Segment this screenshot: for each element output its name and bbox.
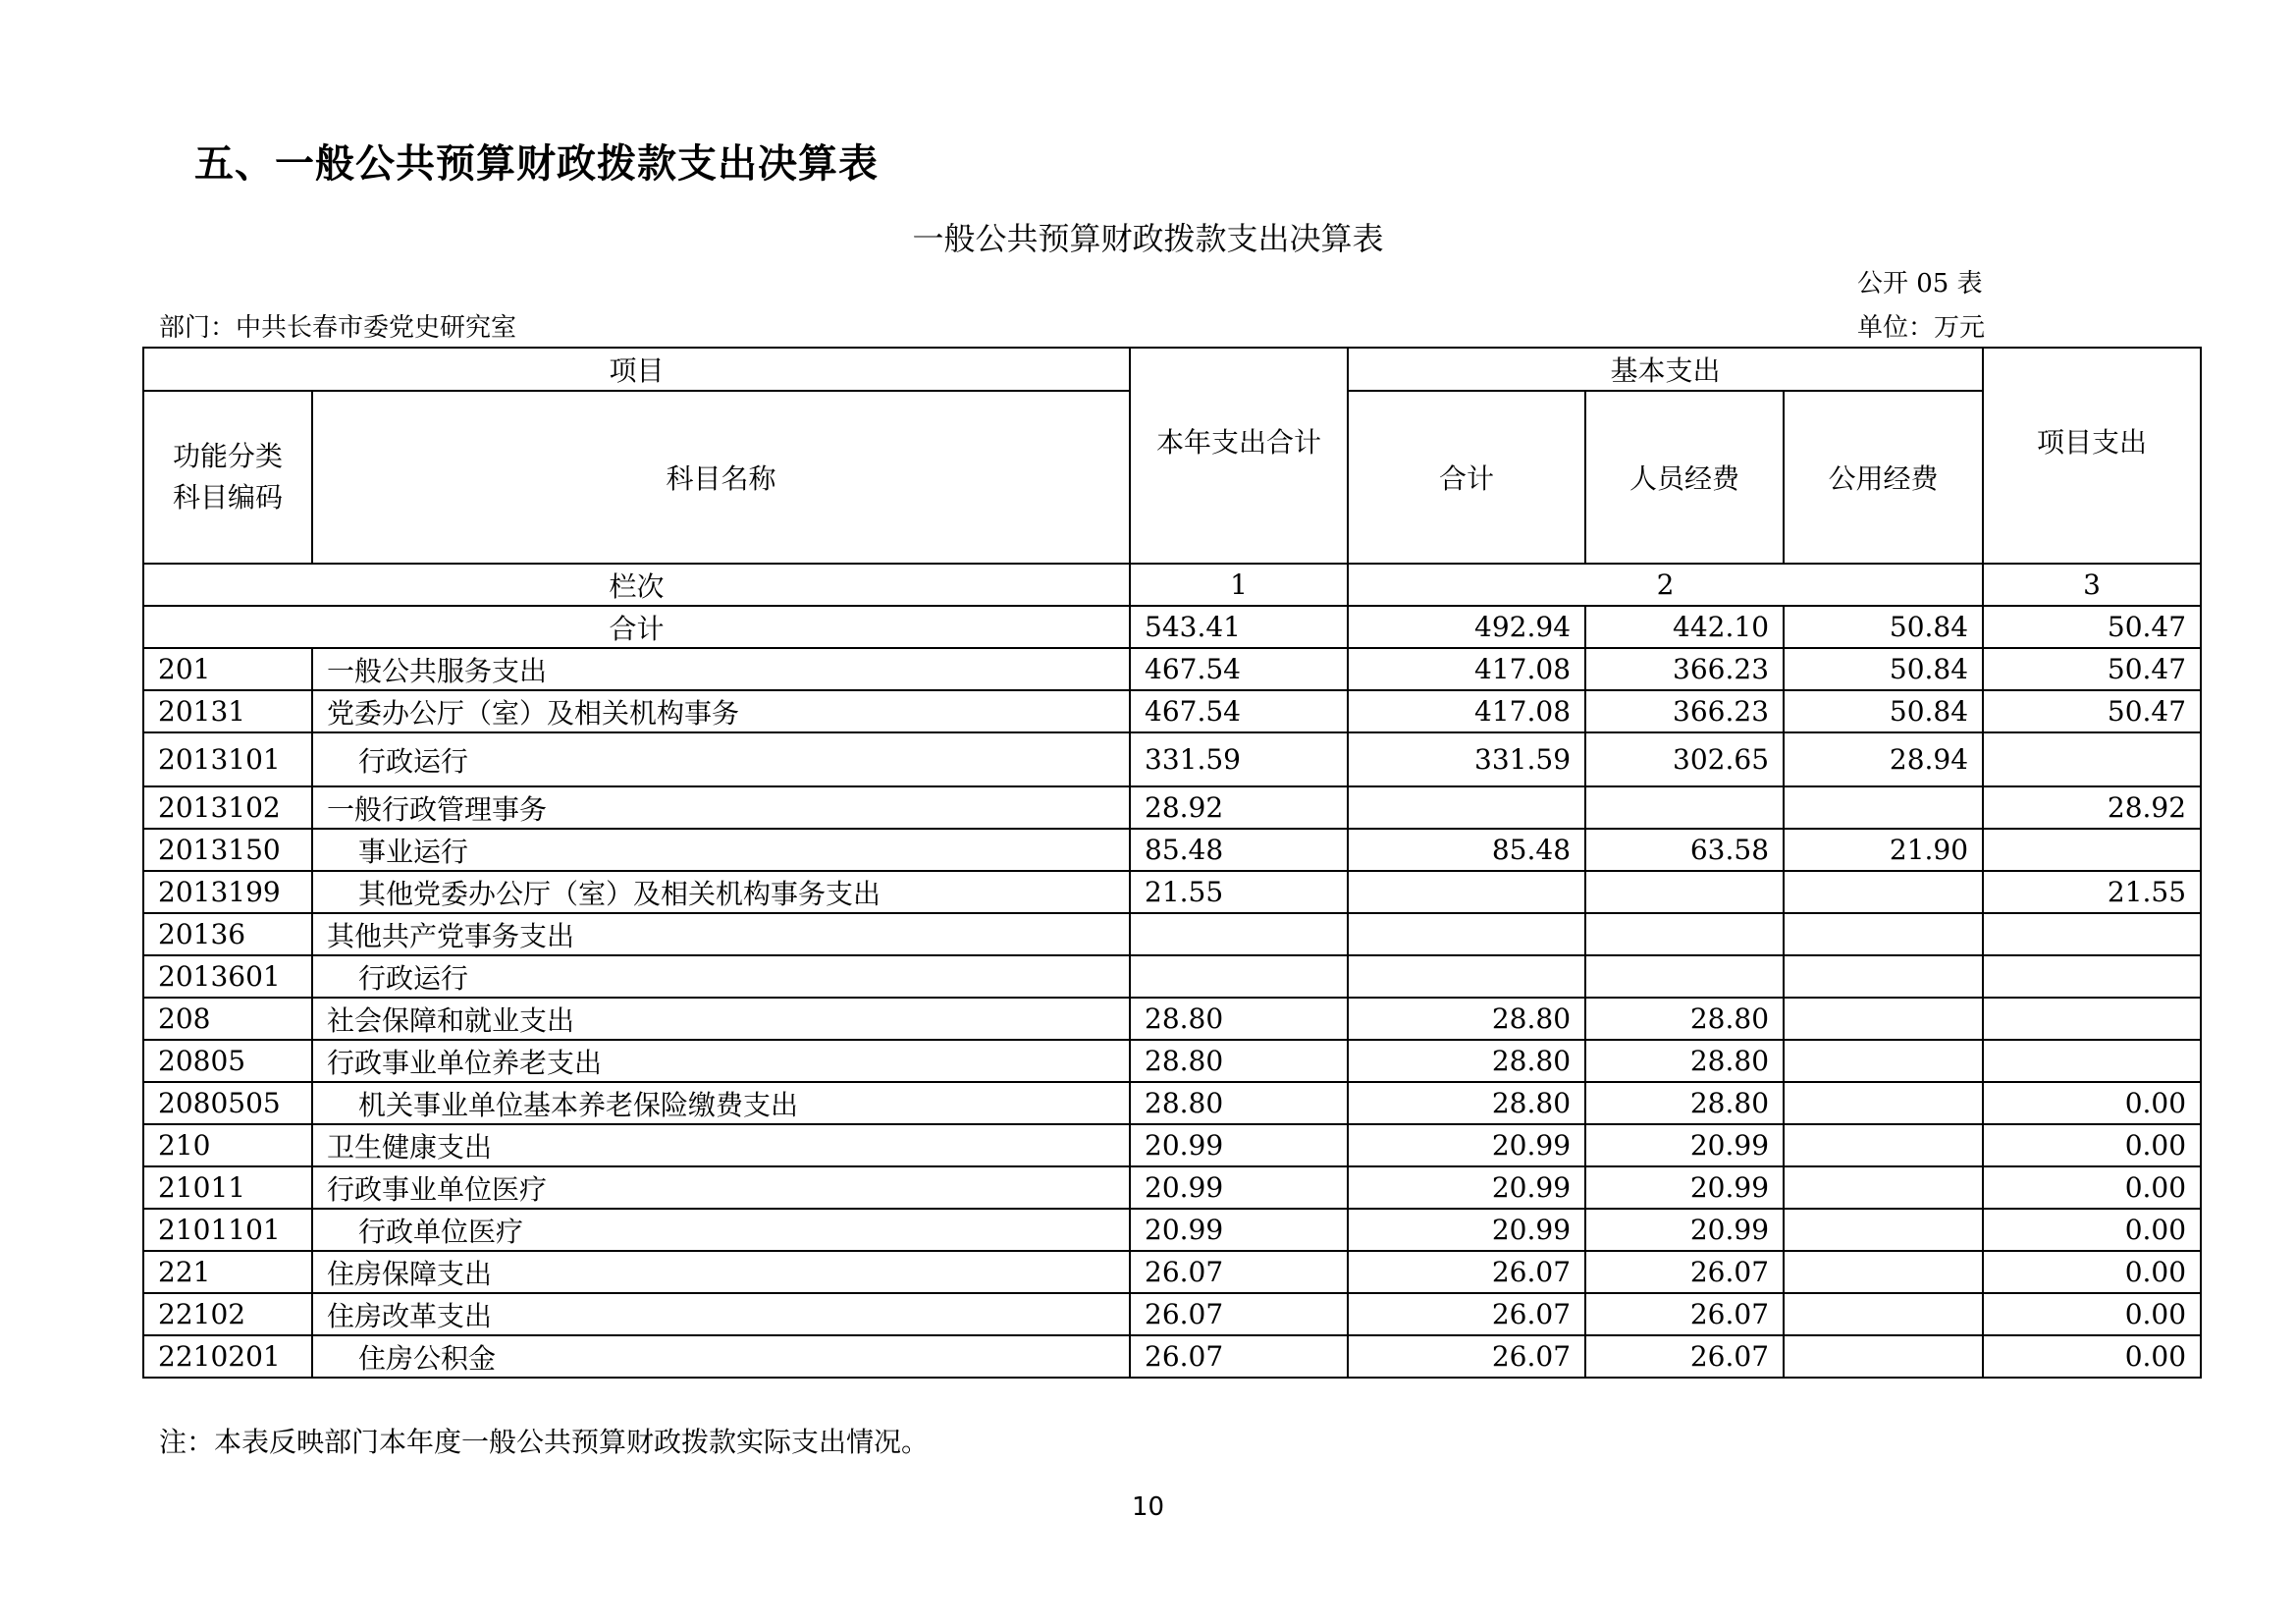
row-public (1784, 998, 1983, 1040)
row-name: 行政单位医疗 (312, 1209, 1130, 1251)
row-code: 2013150 (143, 829, 312, 871)
row-sum: 28.80 (1348, 1040, 1585, 1082)
row-sum (1348, 913, 1585, 955)
header-public: 公用经费 (1784, 391, 1983, 564)
row-total: 28.80 (1130, 1082, 1348, 1124)
row-code: 2013102 (143, 786, 312, 829)
row-personnel: 20.99 (1585, 1124, 1784, 1166)
row-public: 50.84 (1784, 690, 1983, 732)
row-project (1983, 913, 2201, 955)
row-sum: 85.48 (1348, 829, 1585, 871)
row-public (1784, 1335, 1983, 1378)
row-code: 2013101 (143, 732, 312, 786)
row-name: 党委办公厅（室）及相关机构事务 (312, 690, 1130, 732)
row-sum: 331.59 (1348, 732, 1585, 786)
section-title: 五、一般公共预算财政拨款支出决算表 (194, 141, 879, 187)
header-code-text: 功能分类 科目编码 (172, 440, 283, 514)
header-sum: 合计 (1348, 391, 1585, 564)
table-title: 一般公共预算财政拨款支出决算表 (912, 220, 1384, 257)
department-label: 部门：中共长春市委党史研究室 (159, 313, 517, 343)
row-name: 其他共产党事务支出 (312, 913, 1130, 955)
row-name: 行政事业单位养老支出 (312, 1040, 1130, 1082)
table-row (143, 786, 2201, 829)
row-sum (1348, 786, 1585, 829)
header-name: 科目名称 (312, 391, 1130, 564)
row-personnel (1585, 786, 1784, 829)
row-public (1784, 1040, 1983, 1082)
row-personnel: 28.80 (1585, 998, 1784, 1040)
total-public: 50.84 (1784, 606, 1983, 648)
table-row (143, 998, 2201, 1040)
row-code: 20131 (143, 690, 312, 732)
row-total: 331.59 (1130, 732, 1348, 786)
header-code (143, 391, 312, 564)
table-row (143, 913, 2201, 955)
row-total: 20.99 (1130, 1166, 1348, 1209)
row-project (1983, 955, 2201, 998)
row-public (1784, 1251, 1983, 1293)
row-sum: 20.99 (1348, 1209, 1585, 1251)
table-row (143, 829, 2201, 871)
row-name: 其他党委办公厅（室）及相关机构事务支出 (312, 871, 1130, 913)
row-public: 50.84 (1784, 648, 1983, 690)
row-public (1784, 1124, 1983, 1166)
row-project: 0.00 (1983, 1293, 2201, 1335)
row-personnel: 63.58 (1585, 829, 1784, 871)
header-total: 本年支出合计 (1130, 348, 1348, 564)
row-sum: 20.99 (1348, 1124, 1585, 1166)
row-personnel: 26.07 (1585, 1335, 1784, 1378)
table-row (143, 648, 2201, 690)
row-code: 2080505 (143, 1082, 312, 1124)
row-public (1784, 1293, 1983, 1335)
row-sum: 26.07 (1348, 1251, 1585, 1293)
row-personnel: 26.07 (1585, 1251, 1784, 1293)
row-public: 28.94 (1784, 732, 1983, 786)
col-index-2: 2 (1348, 564, 1983, 606)
row-project: 28.92 (1983, 786, 2201, 829)
row-total: 26.07 (1130, 1251, 1348, 1293)
col-index-label: 栏次 (143, 564, 1130, 606)
header-item: 项目 (143, 348, 1130, 391)
row-total: 26.07 (1130, 1293, 1348, 1335)
table-row (143, 1251, 2201, 1293)
table-row (143, 1124, 2201, 1166)
row-name: 一般行政管理事务 (312, 786, 1130, 829)
form-number: 公开 05 表 (1857, 269, 1983, 298)
row-sum (1348, 955, 1585, 998)
row-project: 50.47 (1983, 648, 2201, 690)
row-total: 28.80 (1130, 998, 1348, 1040)
row-project (1983, 998, 2201, 1040)
row-code: 2013199 (143, 871, 312, 913)
row-name: 一般公共服务支出 (312, 648, 1130, 690)
row-sum: 417.08 (1348, 690, 1585, 732)
row-code: 210 (143, 1124, 312, 1166)
row-personnel: 28.80 (1585, 1082, 1784, 1124)
row-sum: 26.07 (1348, 1293, 1585, 1335)
row-total (1130, 955, 1348, 998)
row-personnel: 28.80 (1585, 1040, 1784, 1082)
row-public (1784, 871, 1983, 913)
row-code: 2101101 (143, 1209, 312, 1251)
table-row (143, 871, 2201, 913)
row-personnel: 302.65 (1585, 732, 1784, 786)
total-label: 合计 (143, 606, 1130, 648)
row-name: 住房保障支出 (312, 1251, 1130, 1293)
row-sum: 417.08 (1348, 648, 1585, 690)
row-public (1784, 786, 1983, 829)
col-index-1: 1 (1130, 564, 1348, 606)
row-sum (1348, 871, 1585, 913)
row-name: 行政运行 (312, 955, 1130, 998)
row-public (1784, 1082, 1983, 1124)
row-total: 28.80 (1130, 1040, 1348, 1082)
table-row (143, 955, 2201, 998)
table-row (143, 1166, 2201, 1209)
row-personnel: 20.99 (1585, 1209, 1784, 1251)
header-row-1 (143, 348, 2201, 391)
page-number: 10 (1131, 1492, 1165, 1522)
table-note: 注：本表反映部门本年度一般公共预算财政拨款实际支出情况。 (159, 1426, 930, 1458)
row-project: 0.00 (1983, 1251, 2201, 1293)
row-personnel: 26.07 (1585, 1293, 1784, 1335)
table-row (143, 1335, 2201, 1378)
row-public (1784, 955, 1983, 998)
row-personnel: 366.23 (1585, 648, 1784, 690)
row-project (1983, 1040, 2201, 1082)
table-row (143, 690, 2201, 732)
row-total: 20.99 (1130, 1209, 1348, 1251)
row-total: 20.99 (1130, 1124, 1348, 1166)
table-row (143, 1209, 2201, 1251)
row-public: 21.90 (1784, 829, 1983, 871)
row-personnel (1585, 955, 1784, 998)
row-total: 26.07 (1130, 1335, 1348, 1378)
row-code: 21011 (143, 1166, 312, 1209)
row-personnel: 366.23 (1585, 690, 1784, 732)
row-personnel (1585, 913, 1784, 955)
total-sum: 492.94 (1348, 606, 1585, 648)
row-total: 467.54 (1130, 648, 1348, 690)
expenditure-table (142, 347, 2202, 1379)
row-name: 社会保障和就业支出 (312, 998, 1130, 1040)
row-total: 85.48 (1130, 829, 1348, 871)
column-index-row (143, 564, 2201, 606)
row-code: 2210201 (143, 1335, 312, 1378)
row-code: 20805 (143, 1040, 312, 1082)
row-public (1784, 1166, 1983, 1209)
row-sum: 28.80 (1348, 998, 1585, 1040)
row-code: 221 (143, 1251, 312, 1293)
row-sum: 28.80 (1348, 1082, 1585, 1124)
header-personnel: 人员经费 (1585, 391, 1784, 564)
table-row (143, 732, 2201, 786)
row-project: 0.00 (1983, 1082, 2201, 1124)
row-project: 0.00 (1983, 1124, 2201, 1166)
row-name: 住房公积金 (312, 1335, 1130, 1378)
row-project: 0.00 (1983, 1166, 2201, 1209)
row-sum: 26.07 (1348, 1335, 1585, 1378)
col-index-3: 3 (1983, 564, 2201, 606)
table-row (143, 1040, 2201, 1082)
row-name: 事业运行 (312, 829, 1130, 871)
row-code: 20136 (143, 913, 312, 955)
row-total (1130, 913, 1348, 955)
row-name: 住房改革支出 (312, 1293, 1130, 1335)
row-code: 208 (143, 998, 312, 1040)
row-project: 0.00 (1983, 1209, 2201, 1251)
row-name: 行政运行 (312, 732, 1130, 786)
unit-label: 单位：万元 (1857, 313, 1986, 343)
total-row (143, 606, 2201, 648)
header-basic: 基本支出 (1348, 348, 1983, 391)
row-code: 22102 (143, 1293, 312, 1335)
total-amount: 543.41 (1130, 606, 1348, 648)
row-name: 行政事业单位医疗 (312, 1166, 1130, 1209)
row-project (1983, 732, 2201, 786)
table-row (143, 1293, 2201, 1335)
header-project: 项目支出 (1983, 348, 2201, 564)
row-project: 21.55 (1983, 871, 2201, 913)
row-project (1983, 829, 2201, 871)
row-code: 2013601 (143, 955, 312, 998)
row-total: 467.54 (1130, 690, 1348, 732)
total-personnel: 442.10 (1585, 606, 1784, 648)
row-code: 201 (143, 648, 312, 690)
row-name: 机关事业单位基本养老保险缴费支出 (312, 1082, 1130, 1124)
row-public (1784, 913, 1983, 955)
row-total: 21.55 (1130, 871, 1348, 913)
total-project: 50.47 (1983, 606, 2201, 648)
row-public (1784, 1209, 1983, 1251)
row-project: 0.00 (1983, 1335, 2201, 1378)
row-project: 50.47 (1983, 690, 2201, 732)
row-sum: 20.99 (1348, 1166, 1585, 1209)
table-row (143, 1082, 2201, 1124)
row-name: 卫生健康支出 (312, 1124, 1130, 1166)
row-personnel (1585, 871, 1784, 913)
row-personnel: 20.99 (1585, 1166, 1784, 1209)
row-total: 28.92 (1130, 786, 1348, 829)
